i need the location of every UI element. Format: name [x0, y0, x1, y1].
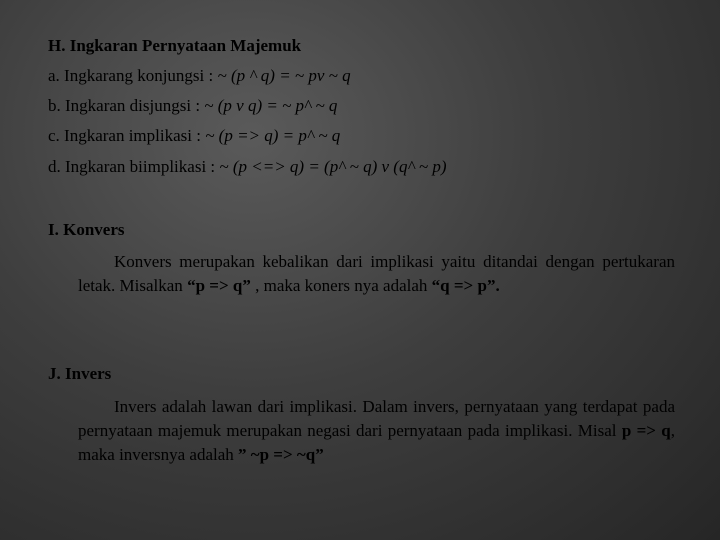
section-h-title: H. Ingkaran Pernyataan Majemuk: [48, 36, 302, 55]
item-expression: ~ (p v q) = ~ p^ ~ q: [204, 96, 338, 115]
paragraph-text: Invers adalah lawan dari implikasi. Dalam invers, pernyataan yang terdapat pada pernyataan majemuk merupakan negasi dari pernyataan pada implikasi. Misal: [78, 397, 675, 440]
section-i-paragraph: [78, 250, 675, 298]
item-expression: ~ (p => q) = p^ ~ q: [205, 126, 341, 145]
list-item: [48, 96, 337, 116]
item-label: c. Ingkaran implikasi :: [48, 126, 206, 145]
paragraph-text: Konvers merupakan kebalikan dari implikasi yaitu ditandai dengan pertukaran letak. Misalkan: [78, 252, 675, 295]
item-label: d. Ingkaran biimplikasi :: [48, 157, 220, 176]
item-label: b. Ingkaran disjungsi :: [48, 96, 205, 115]
paragraph-bold-text: “q => p”.: [431, 276, 500, 295]
paragraph-bold-text: ” ~p => ~q”: [238, 445, 324, 464]
section-j-title: J. Invers: [48, 364, 112, 383]
list-item: [48, 157, 446, 177]
paragraph-text: , maka inversnya adalah: [78, 421, 675, 464]
item-expression: ~ (p ^ q) = ~ pv ~ q: [217, 66, 351, 85]
list-item: [48, 126, 340, 146]
paragraph-bold-text: “p => q”: [187, 276, 251, 295]
list-item: [48, 66, 351, 86]
item-expression: ~ (p <=> q) = (p^ ~ q) v (q^ ~ p): [219, 157, 447, 176]
section-i-title: I. Konvers: [48, 220, 125, 239]
section-j-paragraph: [78, 395, 675, 467]
paragraph-bold-text: p => q: [621, 421, 671, 440]
item-label: a. Ingkarang konjungsi :: [48, 66, 218, 85]
paragraph-text: , maka koners nya adalah: [250, 276, 432, 295]
